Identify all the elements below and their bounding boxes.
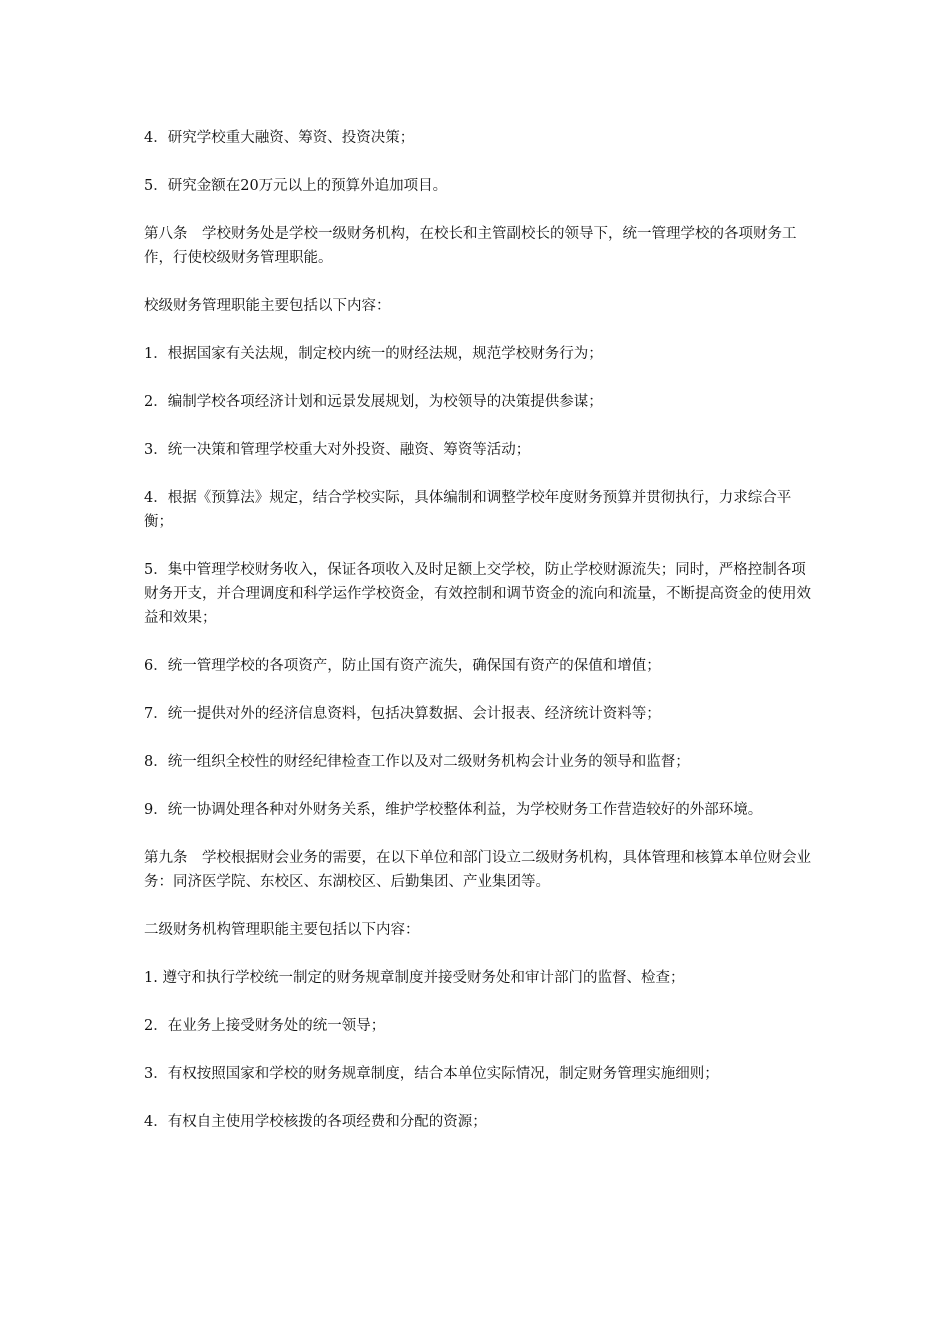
- paragraph-function-3: 3．统一决策和管理学校重大对外投资、融资、筹资等活动；: [144, 442, 531, 458]
- paragraph-secondary-function-1: 1. 遵守和执行学校统一制定的财务规章制度并接受财务处和审计部门的监督、检查；: [144, 970, 685, 986]
- paragraph-function-7: 7．统一提供对外的经济信息资料，包括决算数据、会计报表、经济统计资料等；: [144, 706, 661, 722]
- paragraph-school-functions-heading: 校级财务管理职能主要包括以下内容：: [144, 298, 391, 314]
- paragraph-secondary-function-3: 3．有权按照国家和学校的财务规章制度，结合本单位实际情况，制定财务管理实施细则；: [144, 1066, 719, 1082]
- paragraph-item-5-budget: 5．研究金额在20万元以上的预算外追加项目。: [144, 178, 448, 194]
- paragraph-function-2: 2．编制学校各项经济计划和远景发展规划，为校领导的决策提供参谋；: [144, 394, 603, 410]
- document-body: [144, 126, 814, 1158]
- paragraph-item-4-investment: 4．研究学校重大融资、筹资、投资决策；: [144, 130, 415, 146]
- paragraph-function-1: 1．根据国家有关法规，制定校内统一的财经法规，规范学校财务行为；: [144, 346, 603, 362]
- paragraph-secondary-function-2: 2．在业务上接受财务处的统一领导；: [144, 1018, 386, 1034]
- paragraph-function-8: 8．统一组织全校性的财经纪律检查工作以及对二级财务机构会计业务的领导和监督；: [144, 754, 690, 770]
- paragraph-secondary-functions-heading: 二级财务机构管理职能主要包括以下内容：: [144, 922, 420, 938]
- paragraph-function-5: 5．集中管理学校财务收入，保证各项收入及时足额上交学校，防止学校财源流失；同时，严格控制各项财务开支，并合理调度和科学运作学校资金，有效控制和调节资金的流向和流量，不断提高资金的使用效益和效果；: [144, 562, 811, 626]
- paragraph-article-8: 第八条 学校财务处是学校一级财务机构，在校长和主管副校长的领导下，统一管理学校的各项财务工作，行使校级财务管理职能。: [144, 226, 797, 266]
- paragraph-function-9: 9．统一协调处理各种对外财务关系，维护学校整体利益，为学校财务工作营造较好的外部环境。: [144, 802, 763, 818]
- paragraph-function-4: 4．根据《预算法》规定，结合学校实际，具体编制和调整学校年度财务预算并贯彻执行，力求综合平衡；: [144, 490, 792, 530]
- paragraph-secondary-function-4: 4．有权自主使用学校核拨的各项经费和分配的资源；: [144, 1114, 487, 1130]
- paragraph-function-6: 6．统一管理学校的各项资产，防止国有资产流失，确保国有资产的保值和增值；: [144, 658, 661, 674]
- paragraph-article-9: 第九条 学校根据财会业务的需要，在以下单位和部门设立二级财务机构，具体管理和核算本单位财会业务：同济医学院、东校区、东湖校区、后勤集团、产业集团等。: [144, 850, 811, 890]
